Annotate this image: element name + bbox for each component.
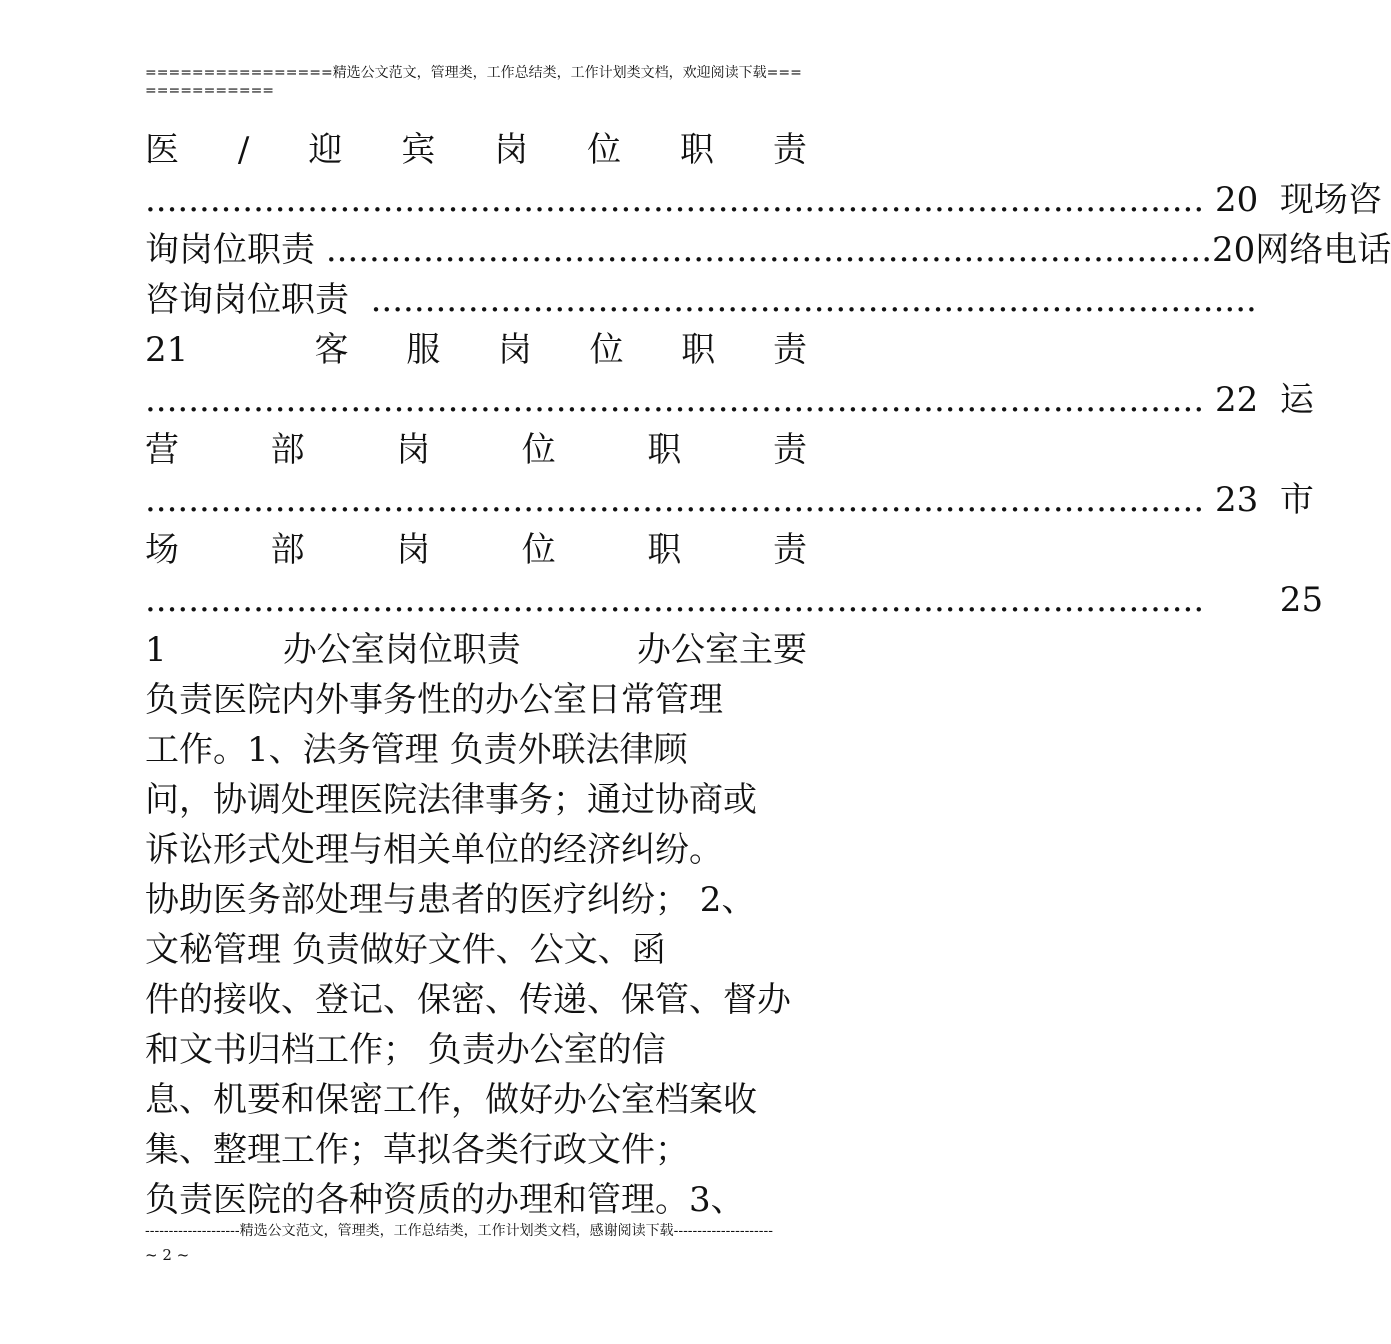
text-line-14: 问，协调处理医院法律事务；通过协商或 <box>145 780 757 820</box>
page-number: ~ 2 ~ <box>145 1246 190 1264</box>
text-line-12: 负责医院内外事务性的办公室日常管理 <box>145 680 723 720</box>
text-line-20: 息、机要和保密工作，做好办公室档案收 <box>145 1080 757 1120</box>
text-line-6: .................................................................................................. 22 运 <box>145 380 1314 420</box>
text-line-16: 协助医务部处理与患者的医疗纠纷； 2、 <box>145 880 756 920</box>
text-line-17: 文秘管理 负责做好文件、公文、函 <box>145 930 666 970</box>
text-line-1: 医 / 迎 宾 岗 位 职 责 <box>145 130 807 170</box>
text-line-9: 场 部 岗 位 职 责 <box>145 530 807 570</box>
page-footer: --------------------精选公文范文，管理类，工作总结类，工作计划类文档，感谢阅读下载--------------------- <box>145 1223 773 1239</box>
text-line-19: 和文书归档工作； 负责办公室的信 <box>145 1030 666 1070</box>
text-line-22: 负责医院的各种资质的办理和管理。3、 <box>145 1180 745 1220</box>
text-line-8: .................................................................................................. 23 市 <box>145 480 1314 520</box>
page-header: ================精选公文范文，管理类，工作总结类，工作计划类文档，欢迎阅读下载============== <box>145 65 802 99</box>
text-line-2: .................................................................................................. 20 现场咨 <box>145 180 1382 220</box>
text-line-18: 件的接收、登记、保密、传递、保管、督办 <box>145 980 791 1020</box>
text-line-7: 营 部 岗 位 职 责 <box>145 430 807 470</box>
text-line-5: 21 客 服 岗 位 职 责 <box>145 330 807 370</box>
text-line-15: 诉讼形式处理与相关单位的经济纠纷。 <box>145 830 723 870</box>
document-body <box>145 125 1391 1225</box>
text-line-4: 咨询岗位职责 .................................................................................. <box>145 280 1257 320</box>
text-line-3: 询岗位职责 .................................................................................. 20网络电话 <box>145 230 1391 270</box>
text-line-10: .................................................................................................. 25 <box>145 580 1324 620</box>
text-line-11: 1 办公室岗位职责 办公室主要 <box>145 630 807 670</box>
text-line-21: 集、整理工作；草拟各类行政文件； <box>145 1130 689 1170</box>
text-line-13: 工作。1、法务管理 负责外联法律顾 <box>145 730 688 770</box>
